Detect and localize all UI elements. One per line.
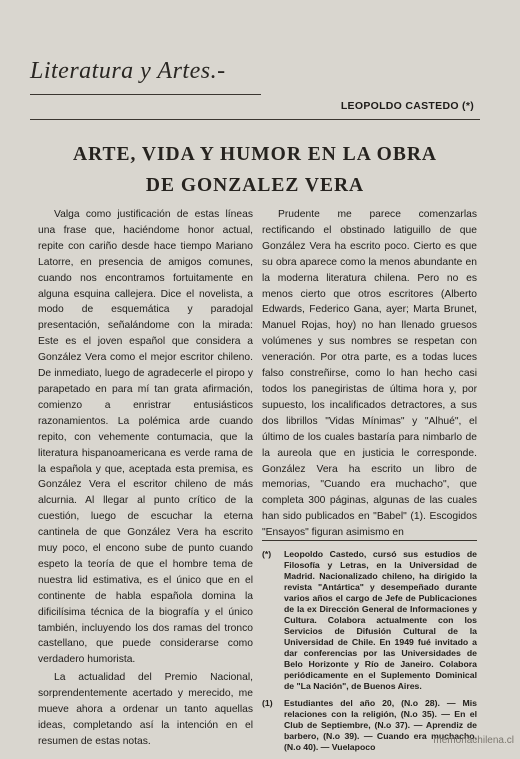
author-rule [30, 119, 480, 120]
section-title: Literatura y Artes.- [30, 58, 226, 84]
headline-line-2: DE GONZALEZ VERA [145, 175, 365, 196]
footnote-text: Leopoldo Castedo, cursó sus estudios de Filosofía y Letras, en la Universidad de Madrid. Nacionalizado chileno, ha dirigido la revista "Antártica" y desempeñado durante varios años el cargo de Jefe de Publicaciones de la ex Dirección General de Informaciones y Cultura. Colabora actualmente con los Servicios de Difusión Cultural de la Universidad de Chile. En 1949 fué invitado a dar conferencias por las Universidades de Belo Horizonte y Río de Janeiro. Colabora periódicamente en el Suplemento Dominical de "La Nación", de Buenos Aires. [284, 549, 477, 691]
article-headline [30, 139, 480, 201]
footnote-rule [262, 540, 477, 541]
right-column [262, 207, 477, 541]
left-paragraph-1: Valga como justificación de estas líneas una frase que, haciéndome honor actual, repite con cariño desde hace tiempo Mariano Latorre, en presencia de amigos comunes, cuando nos encontramos fortuitamente en alguna esquina callejera. Dice el novelista, a modo de esquemática y paradojal presentación, señalándome con la mirada: Este es el joven español que considera a González Vera como el mejor escritor chileno. De inmediato, luego de agradecerle el piropo y parapetado en para mí tan grata afirmación, comienzo a enristrar entusiásticos razonamientos. La polémica arde cuando repito, con vehemente contumacia, que la literatura hispanoamericana es verde rama de la española y que, aceptada esta premisa, es González Vera el escritor chileno de más alcurnia. Al llegar al punto crítico de la cuestión, luego de escuchar la eterna cantinela de que González Vera ha escrito muy poco, el encono sube de punto cuando espeto la teoría de que el hombre tema de nuestra lid estimativa, es el único que en el continente de habla española domina la dificilísima técnica de la biografía y el único también, incluyendo los dos ramas del tronco castellano, que puede considerarse como verdadero humorista. [38, 209, 253, 666]
right-paragraph-1: Prudente me parece comenzarlas rectificando el obstinado latiguillo de que González Vera ha escrito poco. Cierto es que su obra aparece como la menos abundante en la moderna literatura chilena. Pero no es menos cierto que otros escritores (Alberto Edwards, Federico Gana, ayer; Marta Brunet, Manuel Rojas, hoy) no han llenado gruesos volúmenes y sus nombres se respetan con veneración. Por otra parte, es a todas luces falso constreñirse, como lo han hecho casi todos los panegiristas de última hora y, por supuesto, los incalificados detractores, a sus dos librillos "Vidas Mínimas" y "Alhué", el último de los cuales bastaría para nimbarlo de la aureola que en justicia le corresponde. González Vera ha escrito un libro de memorias, "Cuando era muchacho", que completa 300 páginas, algunas de las cuales han sido publicados en "Babel" (1). Escogidos "Ensayos" figuran asimismo en [262, 209, 477, 539]
title-underline [30, 94, 261, 95]
footnote-mark: (1) [262, 698, 273, 708]
left-column [38, 207, 253, 750]
footnotes [262, 549, 477, 759]
footnote-mark: (*) [262, 549, 272, 559]
watermark: memoriachilena.cl [433, 735, 514, 746]
left-paragraph-2: La actualidad del Premio Nacional, sorprendentemente acertado y merecido, me mueve ahora a ordenar un tanto aquellas ideas, completando así la intención en el resumen de estas notas. [38, 672, 253, 747]
footnote-item [262, 549, 477, 692]
footnote-text: Estudiantes del año 20, (N.o 28). — Mis relaciones con la religión, (N.o 35). — En el Club de Septiembre, (N.o 37). — Aprendiz de barbero, (N.o 39). — Cuando era muchacho, (N.o 40). — Vuelapoco [284, 698, 477, 752]
headline-line-1: ARTE, VIDA Y HUMOR EN LA OBRA [72, 144, 437, 165]
author-byline: LEOPOLDO CASTEDO (*) [340, 100, 474, 112]
